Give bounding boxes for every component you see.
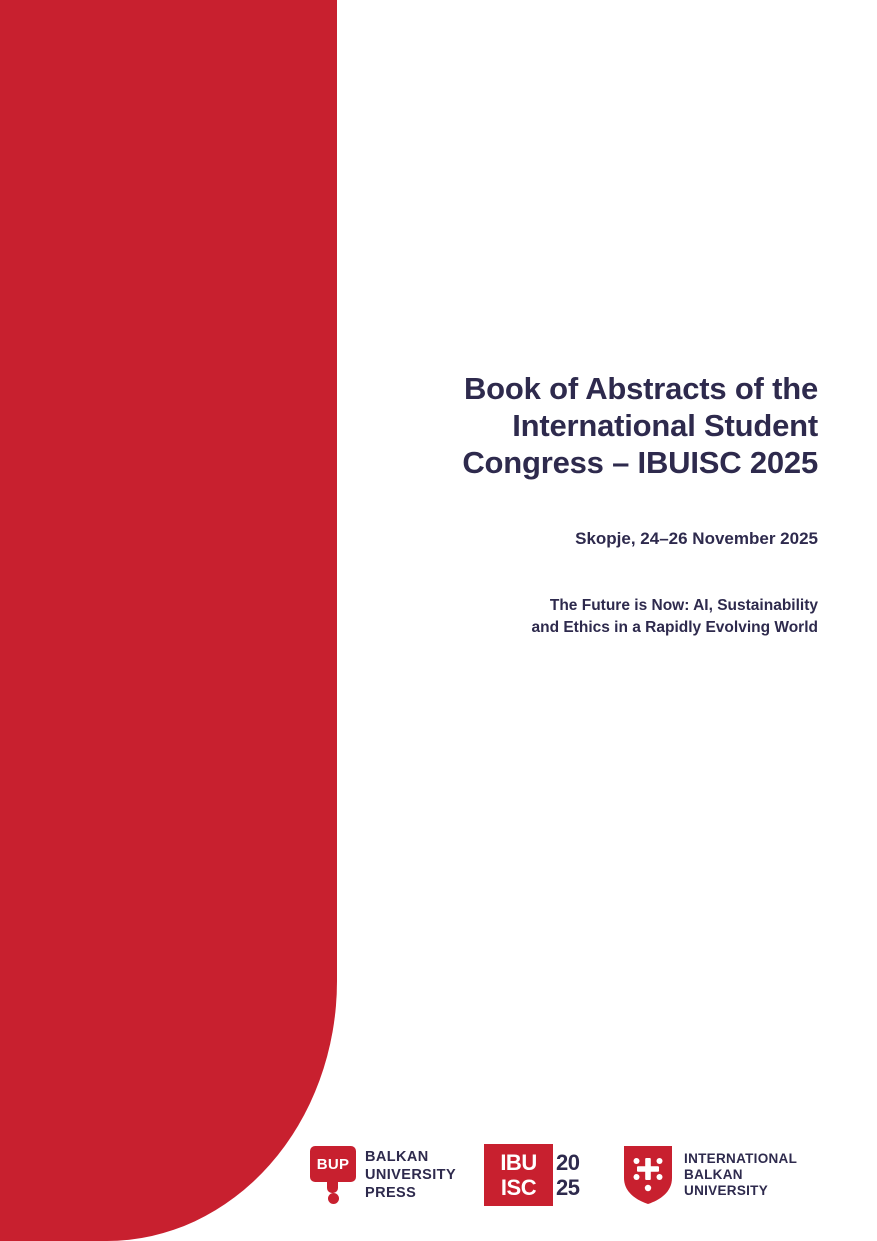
title-block xyxy=(258,370,818,639)
ibuisc-line-1: IBU xyxy=(500,1150,537,1175)
ibuisc-line-2: ISC xyxy=(500,1175,537,1200)
title-line-1: Book of Abstracts of the xyxy=(463,371,818,406)
ibu-wordmark xyxy=(684,1151,797,1199)
ibuisc-2025-logo xyxy=(484,1144,594,1206)
ibuisc-acronym xyxy=(484,1144,553,1206)
bup-wordmark xyxy=(365,1148,456,1202)
ibuisc-year xyxy=(553,1144,594,1206)
event-date-location: Skopje, 24–26 November 2025 xyxy=(575,529,818,548)
logo-row xyxy=(310,1130,830,1220)
bup-monogram: BUP xyxy=(316,1155,350,1173)
title-line-2: International Student xyxy=(512,408,818,443)
ibu-word-3: UNIVERSITY xyxy=(684,1183,769,1198)
bup-word-2: UNIVERSITY xyxy=(365,1167,457,1183)
ibu-word-2: BALKAN xyxy=(684,1167,743,1182)
ibuisc-year-2: 25 xyxy=(556,1175,580,1200)
international-balkan-university-logo xyxy=(622,1144,797,1206)
bup-word-3: PRESS xyxy=(365,1185,417,1201)
ibu-word-1: INTERNATIONAL xyxy=(684,1151,798,1166)
title-line-3: Congress – IBUISC 2025 xyxy=(462,445,818,480)
shield-icon xyxy=(622,1144,674,1206)
balkan-university-press-logo xyxy=(310,1146,456,1204)
ibuisc-year-1: 20 xyxy=(556,1150,580,1175)
theme-line-2: and Ethics in a Rapidly Evolving World xyxy=(531,619,818,636)
bup-word-1: BALKAN xyxy=(365,1149,429,1165)
congress-theme xyxy=(258,595,818,639)
page-title xyxy=(258,370,818,481)
theme-line-1: The Future is Now: AI, Sustainability xyxy=(549,597,818,614)
bup-bookmark-icon xyxy=(310,1146,356,1204)
